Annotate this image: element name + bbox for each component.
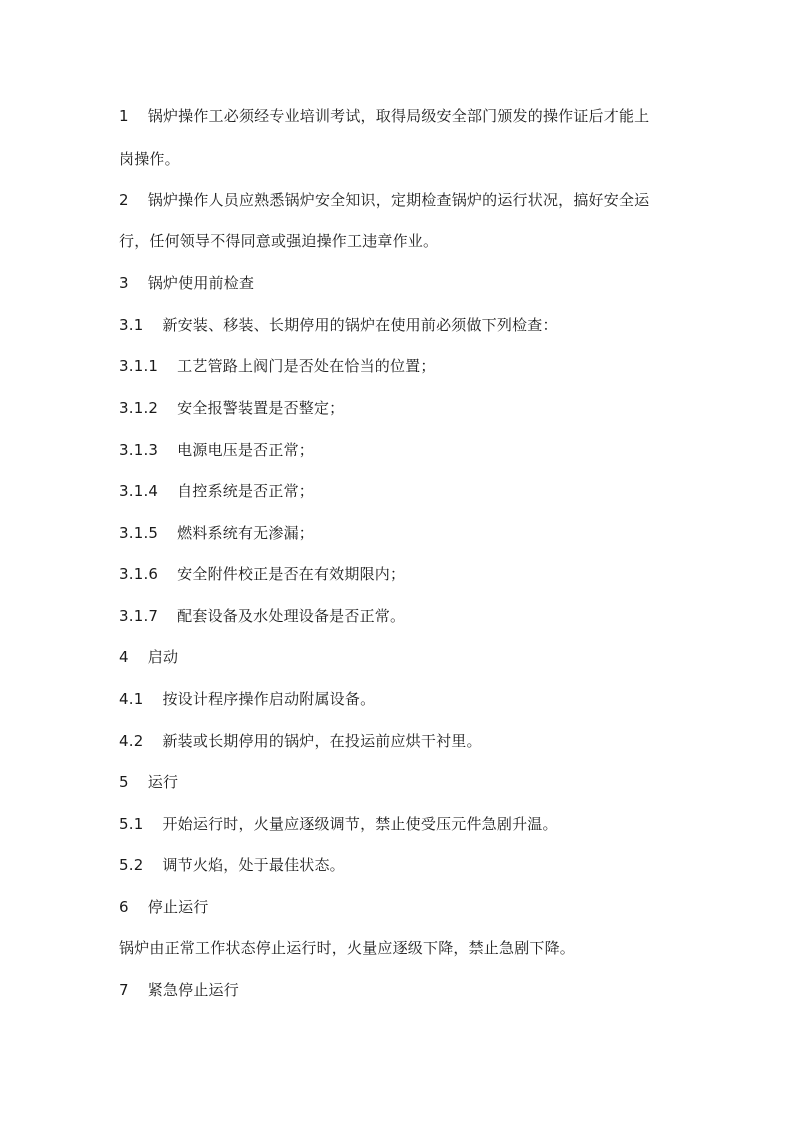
section-3-heading xyxy=(119,273,677,293)
clause-5-1 xyxy=(119,814,677,834)
clause-number: 5.1 xyxy=(119,815,144,833)
clause-number: 3.1.7 xyxy=(119,607,159,625)
section-6-heading xyxy=(119,897,677,917)
clause-3-1-1 xyxy=(119,356,677,376)
clause-number: 3.1.6 xyxy=(119,565,159,583)
clause-2-line-1 xyxy=(119,190,677,210)
clause-text: 配套设备及水处理设备是否正常。 xyxy=(177,607,406,625)
clause-text: 新安装、移装、长期停用的锅炉在使用前必须做下列检查： xyxy=(162,316,558,334)
clause-number: 5.2 xyxy=(119,856,144,874)
clause-text: 锅炉操作工必须经专业培训考试，取得局级安全部门颁发的操作证后才能上 xyxy=(147,107,650,125)
clause-3-1-4 xyxy=(119,481,677,501)
clause-text: 开始运行时，火量应逐级调节，禁止使受压元件急剧升温。 xyxy=(162,815,558,833)
clause-3-1 xyxy=(119,315,677,335)
section-title: 运行 xyxy=(147,773,179,791)
clause-text: 电源电压是否正常； xyxy=(177,441,314,459)
clause-number: 3.1.5 xyxy=(119,524,159,542)
clause-number: 3.1.4 xyxy=(119,482,159,500)
clause-3-1-5 xyxy=(119,523,677,543)
section-number: 5 xyxy=(119,773,129,791)
section-number: 7 xyxy=(119,981,129,999)
clause-3-1-7 xyxy=(119,606,677,626)
clause-1-line-2 xyxy=(119,149,677,169)
section-title: 锅炉使用前检查 xyxy=(147,274,255,292)
section-number: 6 xyxy=(119,898,129,916)
clause-3-1-6 xyxy=(119,564,677,584)
clause-number: 3.1.1 xyxy=(119,357,159,375)
clause-text: 安全报警装置是否整定； xyxy=(177,399,345,417)
section-6-body xyxy=(119,938,677,958)
clause-text: 调节火焰，处于最佳状态。 xyxy=(162,856,345,874)
paragraph-text: 锅炉由正常工作状态停止运行时，火量应逐级下降，禁止急剧下降。 xyxy=(119,939,576,957)
clause-number: 3.1.3 xyxy=(119,441,159,459)
clause-number: 4.1 xyxy=(119,690,144,708)
section-number: 3 xyxy=(119,274,129,292)
clause-number: 1 xyxy=(119,107,129,125)
clause-number: 3.1 xyxy=(119,316,144,334)
section-4-heading xyxy=(119,647,677,667)
clause-text: 燃料系统有无渗漏； xyxy=(177,524,314,542)
clause-number: 3.1.2 xyxy=(119,399,159,417)
section-title: 启动 xyxy=(147,648,179,666)
section-5-heading xyxy=(119,772,677,792)
clause-text: 安全附件校正是否在有效期限内； xyxy=(177,565,406,583)
clause-1-line-1 xyxy=(119,106,677,126)
clause-3-1-2 xyxy=(119,398,677,418)
section-title: 紧急停止运行 xyxy=(147,981,239,999)
section-number: 4 xyxy=(119,648,129,666)
clause-text: 自控系统是否正常； xyxy=(177,482,314,500)
clause-text: 锅炉操作人员应熟悉锅炉安全知识，定期检查锅炉的运行状况，搞好安全运 xyxy=(147,191,650,209)
clause-text: 工艺管路上阀门是否处在恰当的位置； xyxy=(177,357,436,375)
clause-4-2 xyxy=(119,731,677,751)
clause-text: 新装或长期停用的锅炉，在投运前应烘干衬里。 xyxy=(162,732,482,750)
section-title: 停止运行 xyxy=(147,898,209,916)
clause-3-1-3 xyxy=(119,440,677,460)
clause-number: 2 xyxy=(119,191,129,209)
clause-2-line-2 xyxy=(119,231,677,251)
clause-number: 4.2 xyxy=(119,732,144,750)
clause-text-continued: 岗操作。 xyxy=(119,150,180,168)
clause-text: 按设计程序操作启动附属设备。 xyxy=(162,690,376,708)
clause-text-continued: 行，任何领导不得同意或强迫操作工违章作业。 xyxy=(119,232,439,250)
clause-5-2 xyxy=(119,855,677,875)
section-7-heading xyxy=(119,980,677,1000)
clause-4-1 xyxy=(119,689,677,709)
